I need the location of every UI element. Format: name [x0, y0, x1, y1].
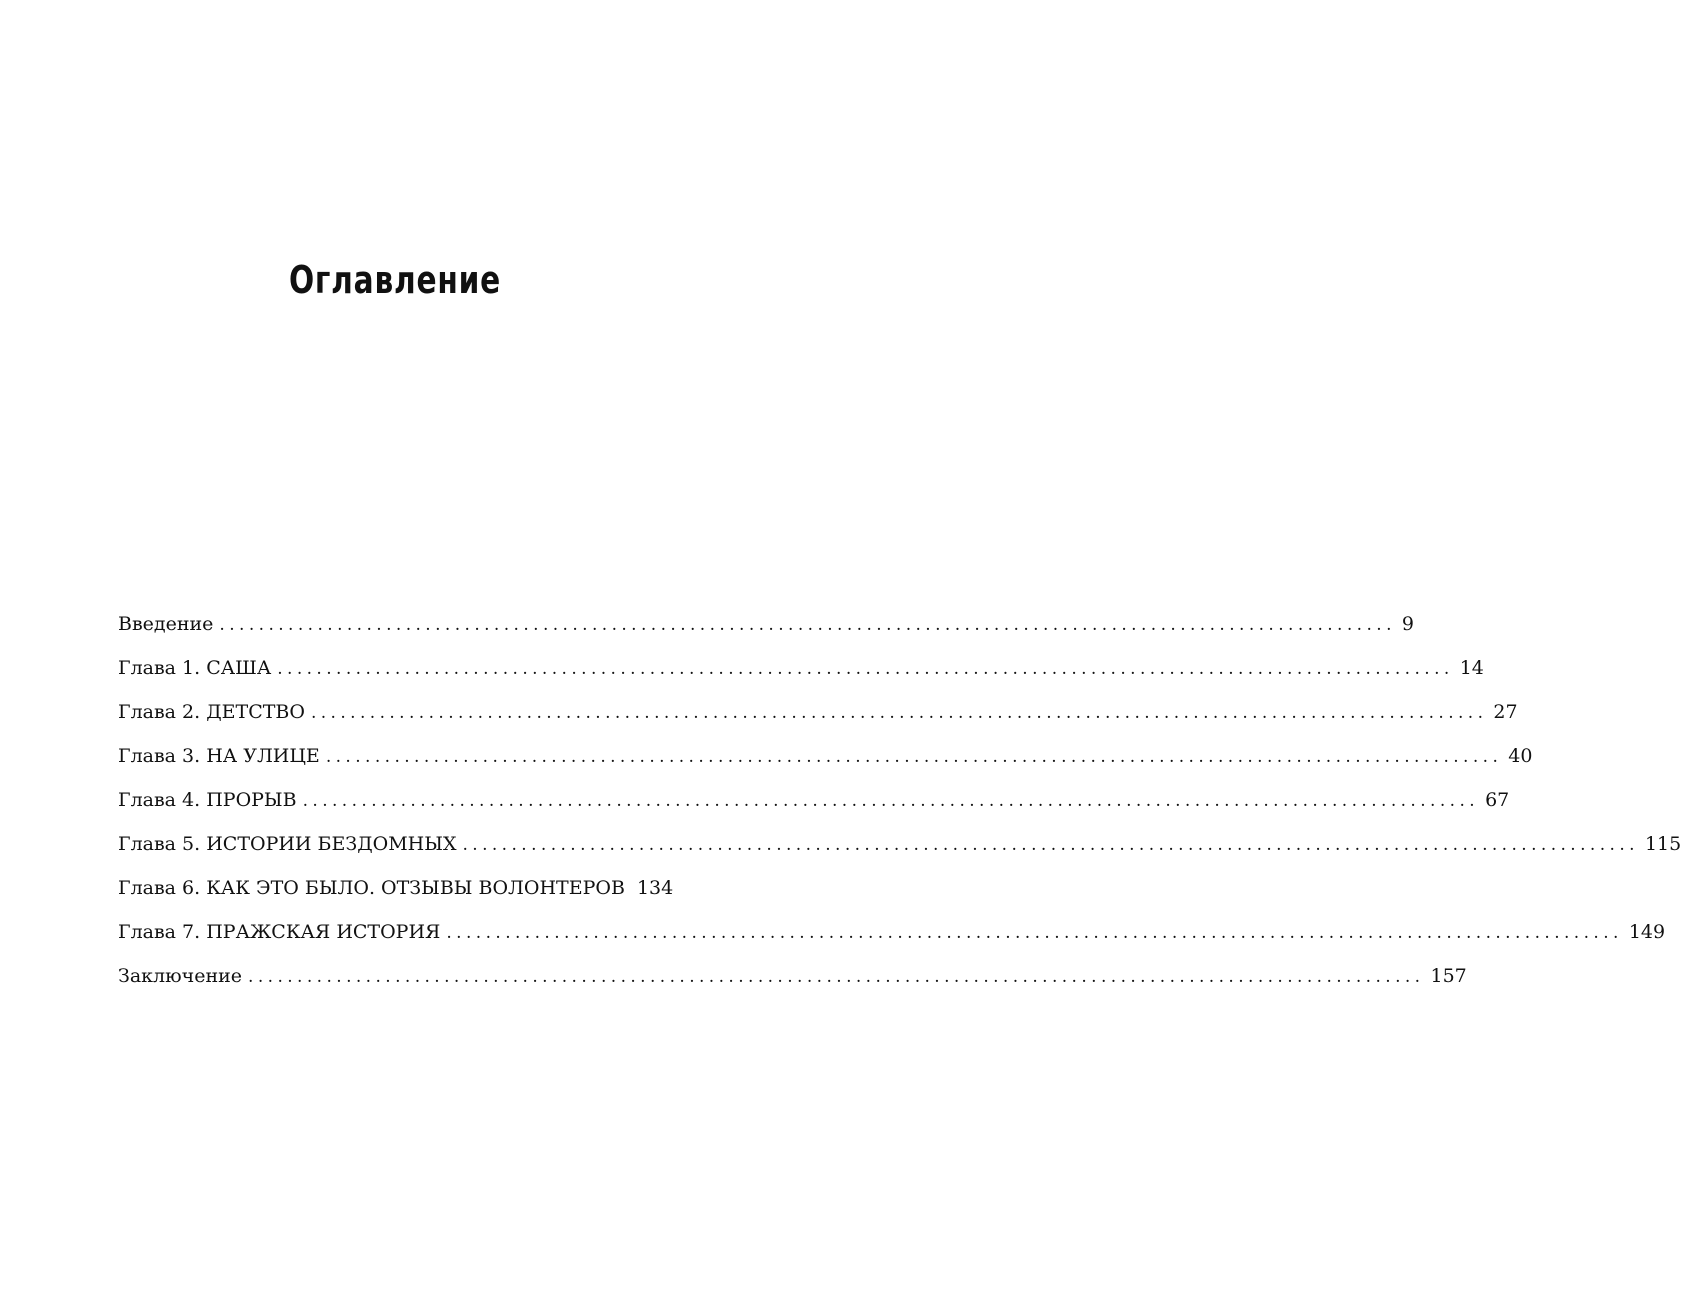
toc-entry-label: Заключение: [118, 965, 243, 987]
toc-entry-chapter-5[interactable]: [118, 829, 1681, 873]
toc-entry-label: Глава 3. НА УЛИЦЕ: [118, 745, 320, 767]
toc-entry-chapter-6[interactable]: [118, 873, 673, 917]
toc-entry-page-number: 134: [636, 877, 674, 899]
toc-entry-page-number: 157: [1430, 965, 1467, 987]
dot-leader: ........................................................................................................................: [219, 615, 1396, 635]
toc-entry-label: Глава 5. ИСТОРИИ БЕЗДОМНЫХ: [118, 833, 457, 855]
toc-entry-label: Глава 4. ПРОРЫВ: [118, 789, 297, 811]
toc-entry-label: Глава 1. САША: [118, 657, 272, 679]
dot-leader: ........................................................................................................................: [310, 703, 1488, 723]
dot-leader: ........................................................................................................................: [446, 923, 1623, 943]
toc-entry-chapter-3[interactable]: [118, 741, 1533, 785]
toc-entry-chapter-1[interactable]: [118, 653, 1484, 697]
toc-entry-conclusion[interactable]: [118, 961, 1467, 1005]
toc-entry-page-number: 67: [1485, 789, 1510, 811]
toc-entry-page-number: 149: [1628, 921, 1666, 943]
toc-entry-page-number: 9: [1401, 613, 1414, 635]
dot-leader: ........................................................................................................................: [277, 659, 1454, 679]
dot-leader: ........................................................................................................................: [462, 835, 1639, 855]
table-of-contents: [118, 609, 1681, 1005]
toc-entry-label: Глава 7. ПРАЖСКАЯ ИСТОРИЯ: [118, 921, 441, 943]
toc-entry-label: Глава 2. ДЕТСТВО: [118, 701, 305, 723]
page-title: Оглавление: [288, 258, 502, 302]
toc-entry-page-number: 27: [1493, 701, 1518, 723]
toc-entry-page-number: 115: [1644, 833, 1681, 855]
toc-entry-chapter-7[interactable]: [118, 917, 1666, 961]
dot-leader: ........................................................................................................................: [325, 747, 1503, 767]
dot-leader: ........................................................................................................................: [302, 791, 1480, 811]
toc-entry-label: Глава 6. КАК ЭТО БЫЛО. ОТЗЫВЫ ВОЛОНТЕРОВ: [118, 877, 625, 899]
toc-entry-chapter-4[interactable]: [118, 785, 1510, 829]
toc-entry-chapter-2[interactable]: [118, 697, 1518, 741]
toc-entry-label: Введение: [118, 613, 214, 635]
toc-entry-page-number: 40: [1508, 745, 1533, 767]
dot-leader: ........................................................................................................................: [248, 967, 1425, 987]
toc-entry-introduction[interactable]: [118, 609, 1414, 653]
toc-entry-page-number: 14: [1459, 657, 1484, 679]
